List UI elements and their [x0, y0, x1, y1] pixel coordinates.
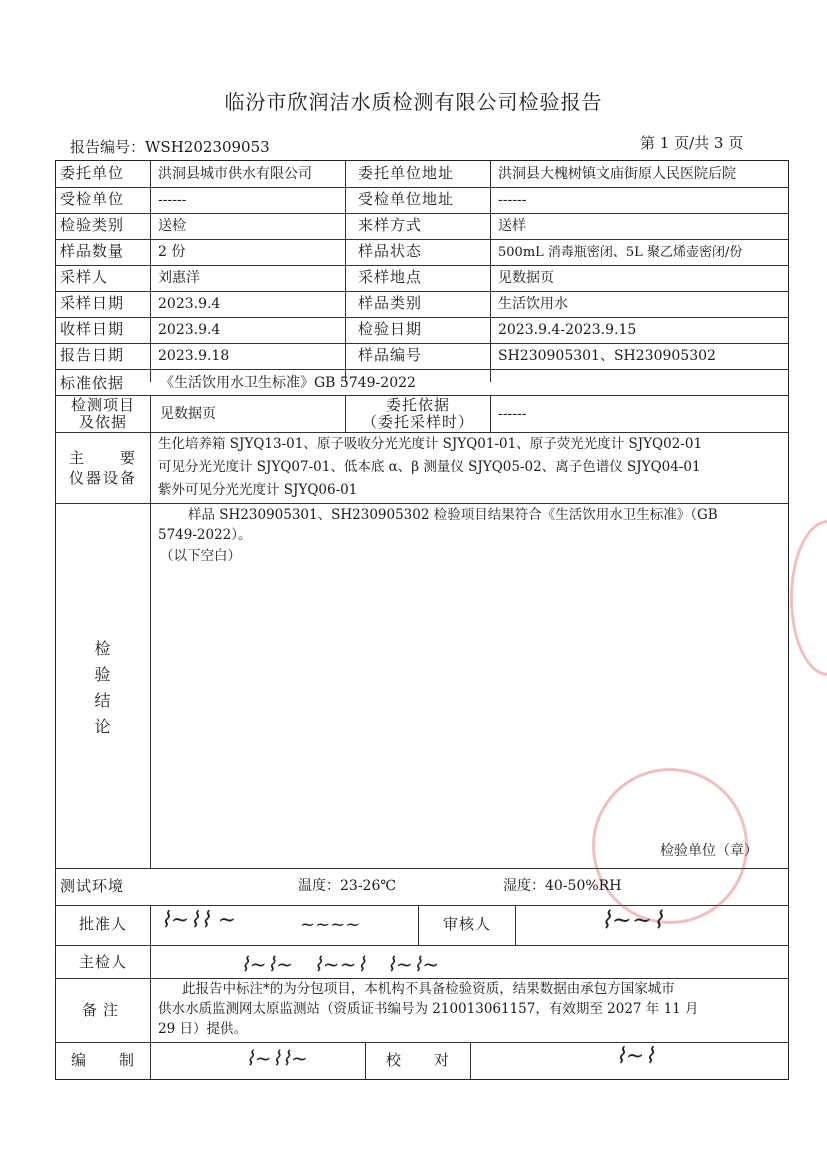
instruments-line-1: 生化培养箱 SJYQ13-01、原子吸收分光光度计 SJYQ01-01、原子荧光光度计 SJYQ02-01: [158, 436, 703, 452]
sample-id-label: 样品编号: [358, 346, 423, 364]
inspector-label: 主检人: [78, 953, 127, 971]
report-number: 报告编号：WSH202309053: [70, 138, 270, 156]
page-indicator: 第 1 页/共 3 页: [640, 134, 744, 152]
inspected-address-label: 受检单位地址: [358, 190, 455, 208]
client-value: 洪洞县城市供水有限公司: [158, 166, 312, 182]
quantity-value: 2 份: [158, 244, 186, 260]
quantity-label: 样品数量: [60, 242, 125, 260]
category-value: 送检: [158, 218, 186, 234]
sample-type-value: 生活饮用水: [498, 296, 568, 312]
inspected-address-value: ------: [498, 192, 527, 208]
report-date-value: 2023.9.18: [158, 348, 230, 364]
sample-state-label: 样品状态: [358, 242, 423, 260]
edge-seal-stamp: [790, 520, 827, 676]
remarks-line-3: 29 日）提供。: [158, 1021, 247, 1037]
delivery-label: 来样方式: [358, 216, 423, 234]
test-items-label-1: 检测项目: [70, 396, 135, 414]
report-title: 临汾市欣润洁水质检测有限公司检验报告: [224, 90, 603, 114]
conclusion-line-2: 5749-2022）。: [158, 527, 252, 543]
official-seal-stamp: [592, 768, 748, 924]
approver-label: 批准人: [78, 915, 127, 933]
delivery-value: 送样: [498, 218, 526, 234]
temperature-value: 温度：23-26℃: [298, 878, 397, 894]
conclusion-line-3: （以下空白）: [160, 548, 241, 564]
test-date-label: 检验日期: [358, 320, 423, 338]
client-address-label: 委托单位地址: [358, 164, 455, 182]
sample-date-label: 采样日期: [60, 294, 125, 312]
client-label: 委托单位: [60, 164, 125, 182]
inspection-seal-label: 检验单位（章）: [660, 843, 758, 859]
reviewer-signature: ⌇~~⌇: [600, 906, 664, 934]
compiler-signature: ⌇~⌇⌇~: [245, 1046, 308, 1070]
proofreader-label: 校 对: [385, 1051, 450, 1069]
receive-date-label: 收样日期: [60, 320, 125, 338]
sample-id-value: SH230905301、SH230905302: [498, 348, 716, 364]
client-address-value: 洪洞县大槐树镇文庙街原人民医院后院: [498, 166, 736, 182]
sample-date-value: 2023.9.4: [158, 296, 221, 312]
sample-type-label: 样品类别: [358, 294, 423, 312]
category-label: 检验类别: [60, 216, 125, 234]
standard-label: 标准依据: [60, 374, 125, 392]
conclusion-label-char-2: 验: [94, 665, 112, 684]
sampler-label: 采样人: [60, 268, 109, 286]
inspector-signatures: ⌇~⌇~ ⌇~~⌇ ⌇~⌇~: [240, 952, 440, 976]
conclusion-label-char-4: 论: [94, 717, 112, 736]
remarks-label: 备注: [81, 1001, 124, 1019]
conclusion-line-1: 样品 SH230905301、SH230905302 检验项目结果符合《生活饮用水卫生标准》（GB: [188, 507, 718, 523]
test-items-label-2: 及依据: [78, 413, 127, 431]
instruments-label-2: 仪器设备: [68, 469, 137, 487]
environment-label: 测试环境: [60, 877, 125, 895]
approver-date-handwriting: ~~~~: [300, 914, 361, 935]
commission-basis-value: ------: [498, 406, 527, 422]
reviewer-label: 审核人: [442, 915, 491, 933]
humidity-value: 湿度：40-50%RH: [503, 878, 622, 894]
instruments-label-1: 主 要: [68, 449, 137, 467]
conclusion-label-char-1: 检: [94, 639, 112, 658]
compiler-label: 编 制: [70, 1051, 135, 1069]
inspected-unit-label: 受检单位: [60, 190, 125, 208]
sampling-site-value: 见数据页: [498, 270, 554, 286]
conclusion-label-char-3: 结: [94, 691, 112, 710]
remarks-line-2: 供水水质监测网太原监测站（资质证书编号为 210013061157，有效期至 2027 年 11 月: [158, 1001, 699, 1017]
inspected-unit-value: ------: [158, 192, 187, 208]
sampling-site-label: 采样地点: [358, 268, 423, 286]
sampler-value: 刘惠洋: [158, 270, 200, 286]
test-date-value: 2023.9.4-2023.9.15: [498, 322, 637, 338]
report-date-label: 报告日期: [60, 346, 125, 364]
approver-signature: ⌇~⌇⌇ ~: [160, 908, 237, 933]
sample-state-value: 500mL 消毒瓶密闭、5L 聚乙烯壶密闭/份: [498, 245, 743, 260]
standard-value: 《生活饮用水卫生标准》GB 5749-2022: [160, 375, 416, 391]
proofreader-signature: ⌇~⌇: [615, 1044, 655, 1069]
test-items-value: 见数据页: [160, 406, 216, 422]
commission-basis-label-2: （委托采样时）: [361, 413, 474, 431]
commission-basis-label-1: 委托依据: [385, 396, 450, 414]
instruments-line-3: 紫外可见分光光度计 SJYQ06-01: [158, 482, 358, 498]
remarks-line-1: 此报告中标注*的为分包项目，本机构不具备检验资质，结果数据由承包方国家城市: [182, 981, 675, 997]
receive-date-value: 2023.9.4: [158, 322, 221, 338]
instruments-line-2: 可见分光光度计 SJYQ07-01、低本底 α、β 测量仪 SJYQ05-02、离子色谱仪 SJYQ04-01: [158, 459, 701, 475]
